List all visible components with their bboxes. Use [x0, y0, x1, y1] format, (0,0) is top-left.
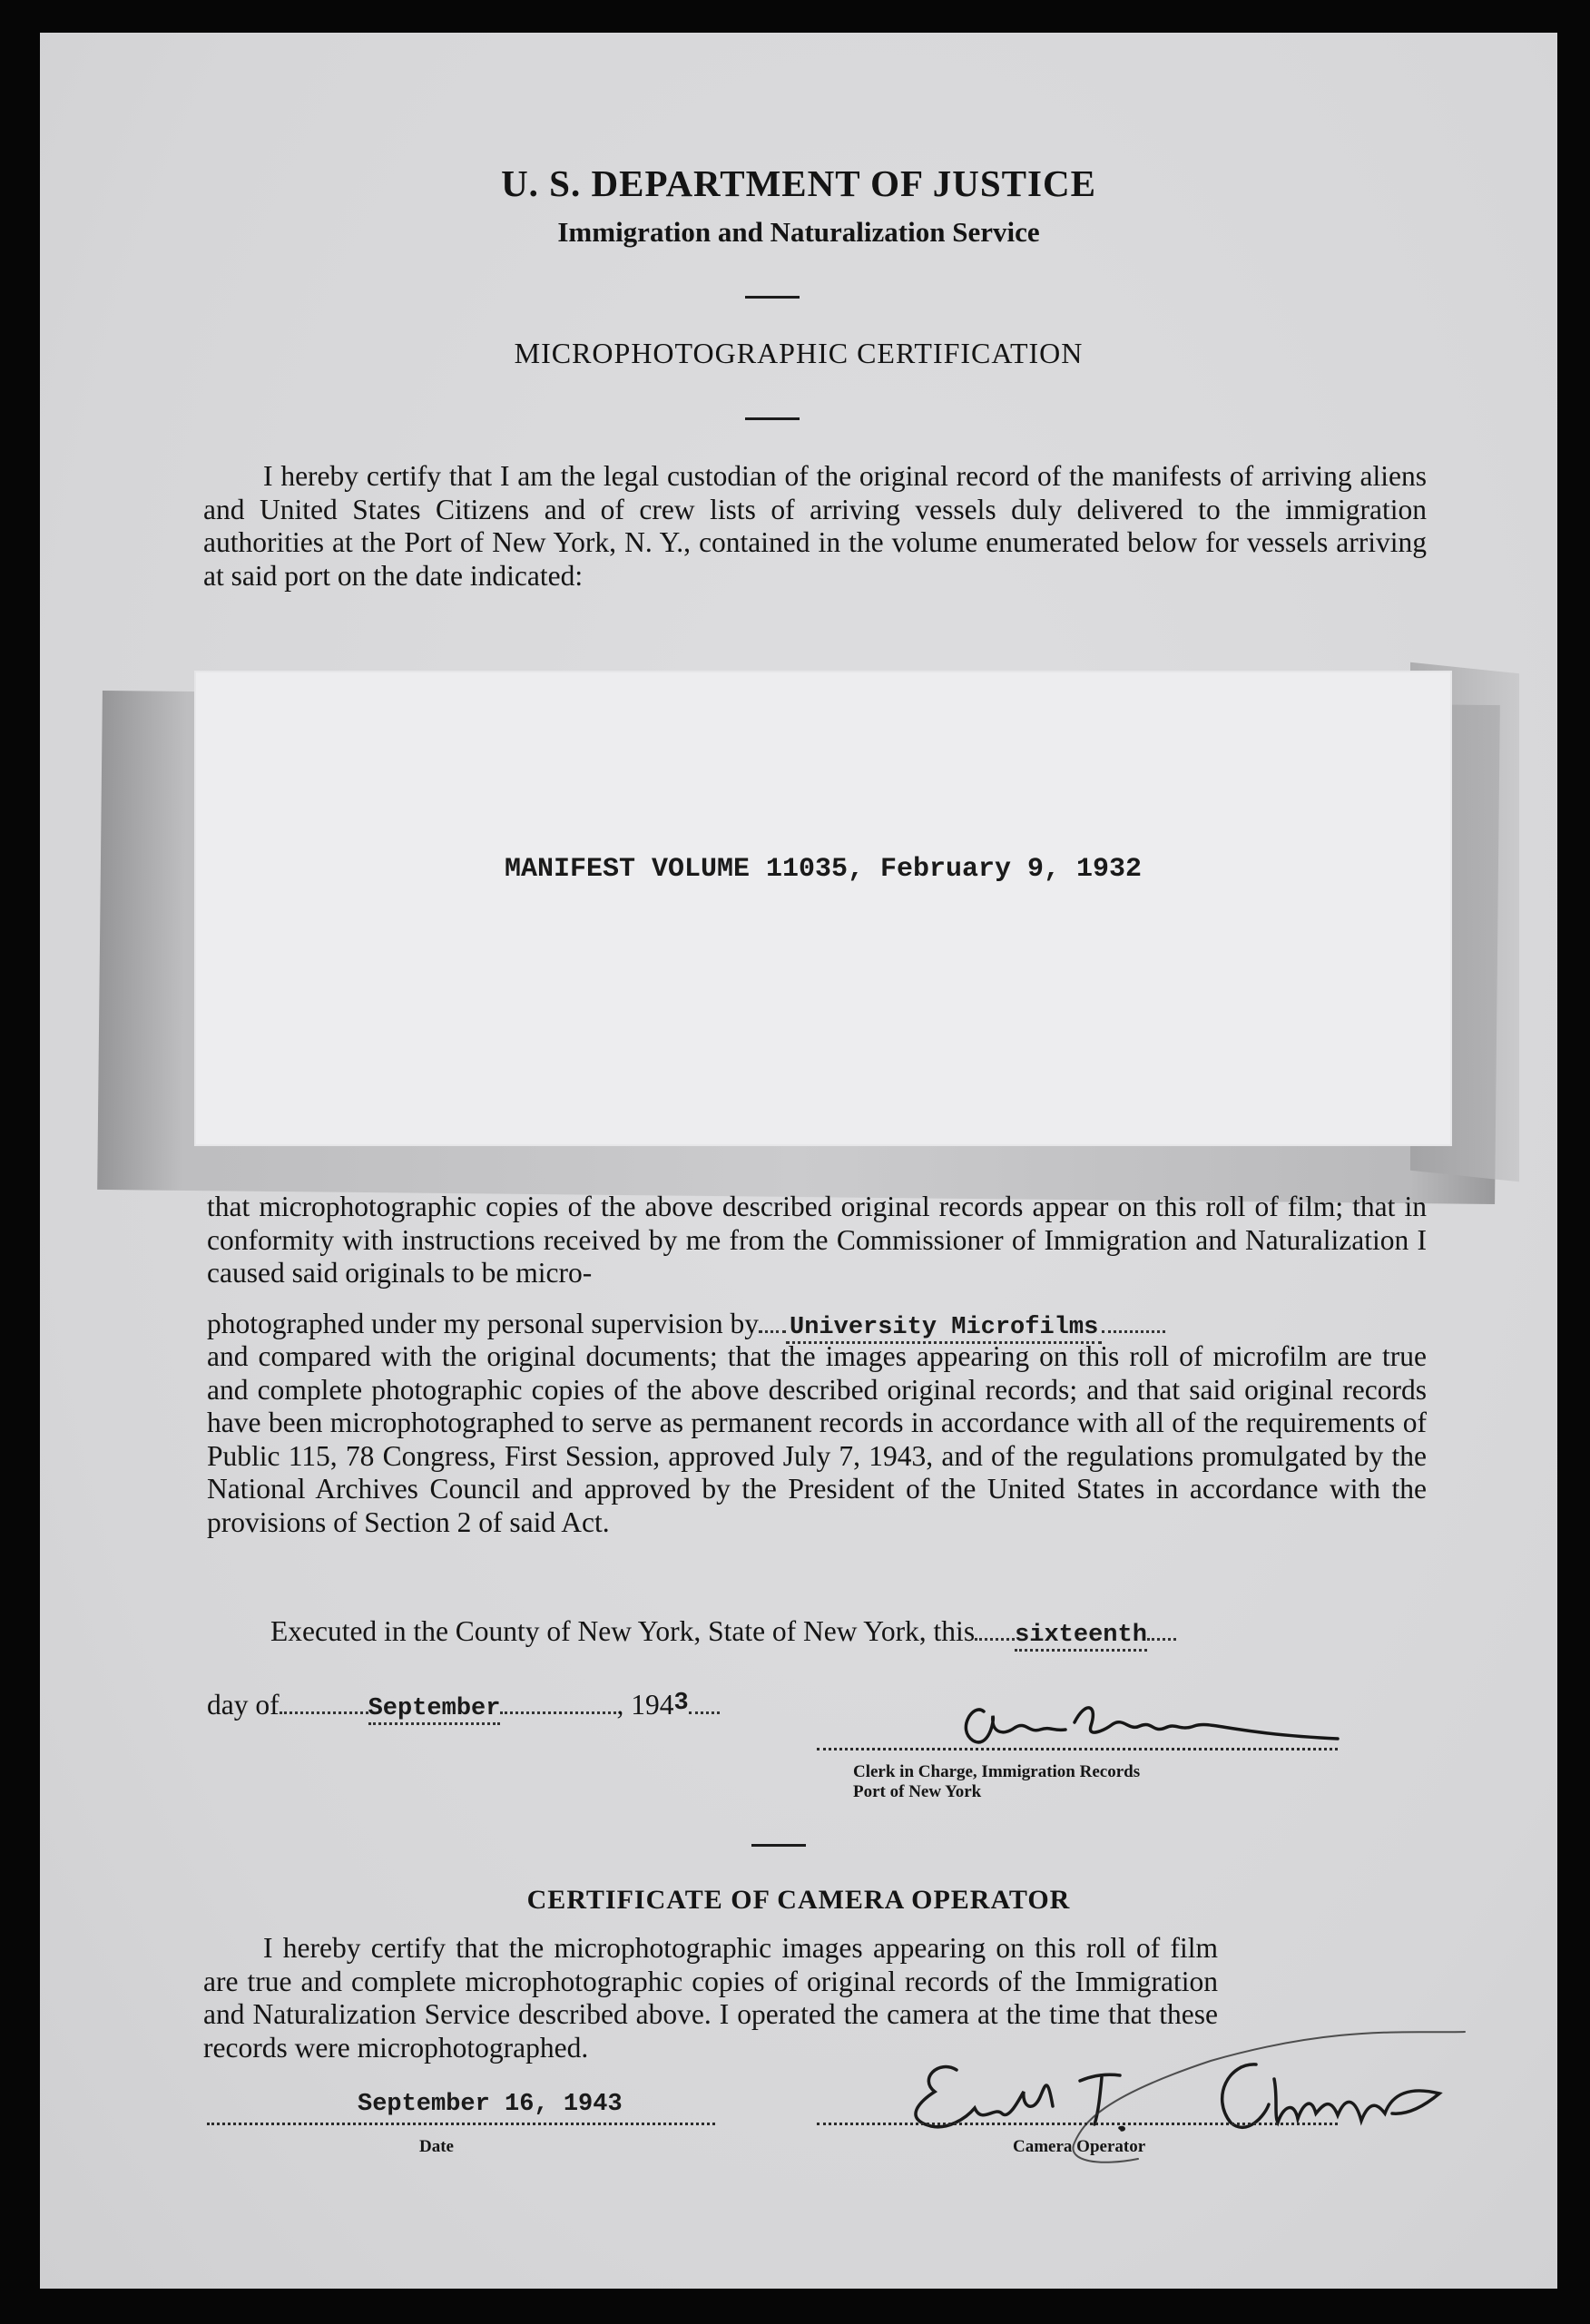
camera-operator-title: CERTIFICATE OF CAMERA OPERATOR	[526, 1885, 1071, 1915]
clerk-caption-port: Port of New York	[853, 1782, 982, 1801]
body-paragraph-part2: and compared with the original documents; that the images appearing on this roll of microfilm are true and complete photographic copies of the above described original records; and that said original records have been microphotographed to serve as permanent records in accordance with all of the requirements of Public 115, 78 Congress, First Session, approved July 7, 1943, and of the regulations promulgated by the National Archives Council and approved by the President of the United States in accordance with the provisions of Section 2 of said Act.	[207, 1340, 1427, 1538]
month-dots-left	[280, 1711, 368, 1714]
camera-operator-paragraph: I hereby certify that the microphotographic images appearing on this roll of film are true and complete microphotographic copies of original records of the Immigration and Naturalization Service described above. I operated the camera at the time that these records were microphotographed.	[203, 1932, 1218, 2064]
camera-operator-label: Camera Operator	[1013, 2137, 1146, 2156]
date-line	[207, 2123, 715, 2125]
operator-date-value: September 16, 1943	[358, 2091, 623, 2118]
intro-paragraph: I hereby certify that I am the legal custodian of the original record of the manifests of arriving aliens and United States Citizens and of crew lists of arriving vessels duly delivered to the immigration authorities at the Port of New York, N. Y., contained in the volume enumerated below for vessels arriving at said port on the date indicated:	[203, 460, 1427, 592]
header-divider-top	[745, 296, 800, 299]
executed-dots-left	[975, 1638, 1015, 1641]
camera-operator-signature	[829, 2006, 1483, 2170]
day-of-line	[207, 1689, 720, 1722]
executed-line	[270, 1615, 1176, 1649]
executed-month: September	[368, 1695, 501, 1725]
year-digit: 3	[673, 1690, 689, 1717]
service-subheading: Immigration and Naturalization Service	[557, 216, 1040, 248]
year-prefix: , 194	[616, 1689, 674, 1721]
department-heading: U. S. DEPARTMENT OF JUSTICE	[501, 162, 1096, 204]
body-paragraph-part1: that microphotographic copies of the above described original records appear on this roll of film; that in conformity with instructions received by me from the Commissioner of Immigration and Naturalization I caused said originals to be micro-	[207, 1191, 1427, 1289]
supervision-prefix: photographed under my personal supervision by	[207, 1308, 760, 1339]
certificate-sheet	[40, 33, 1557, 2289]
executed-dots-right	[1147, 1638, 1176, 1641]
supervisor-name: University Microfilms	[786, 1314, 1102, 1344]
certification-title: MICROPHOTOGRAPHIC CERTIFICATION	[514, 337, 1084, 369]
manifest-volume-text: MANIFEST VOLUME 11035, February 9, 1932	[504, 854, 1143, 885]
month-dots-right	[500, 1711, 616, 1714]
year-dots	[689, 1711, 720, 1714]
executed-day: sixteenth	[1015, 1622, 1147, 1652]
supervisor-dots-right	[1102, 1330, 1165, 1333]
header-divider-bottom	[745, 417, 800, 420]
date-label: Date	[419, 2137, 454, 2156]
clerk-signature-line	[817, 1748, 1338, 1750]
manifest-volume-card	[196, 672, 1450, 1144]
clerk-caption-title: Clerk in Charge, Immigration Records	[853, 1762, 1141, 1781]
supervision-line	[207, 1308, 1427, 1341]
operator-signature-line	[817, 2123, 1338, 2125]
supervisor-dots-left	[759, 1330, 786, 1333]
section-divider	[751, 1844, 806, 1847]
executed-prefix: Executed in the County of New York, State of New York, this	[270, 1615, 976, 1647]
day-of-label: day of	[207, 1689, 280, 1721]
clerk-signature	[938, 1675, 1356, 1775]
